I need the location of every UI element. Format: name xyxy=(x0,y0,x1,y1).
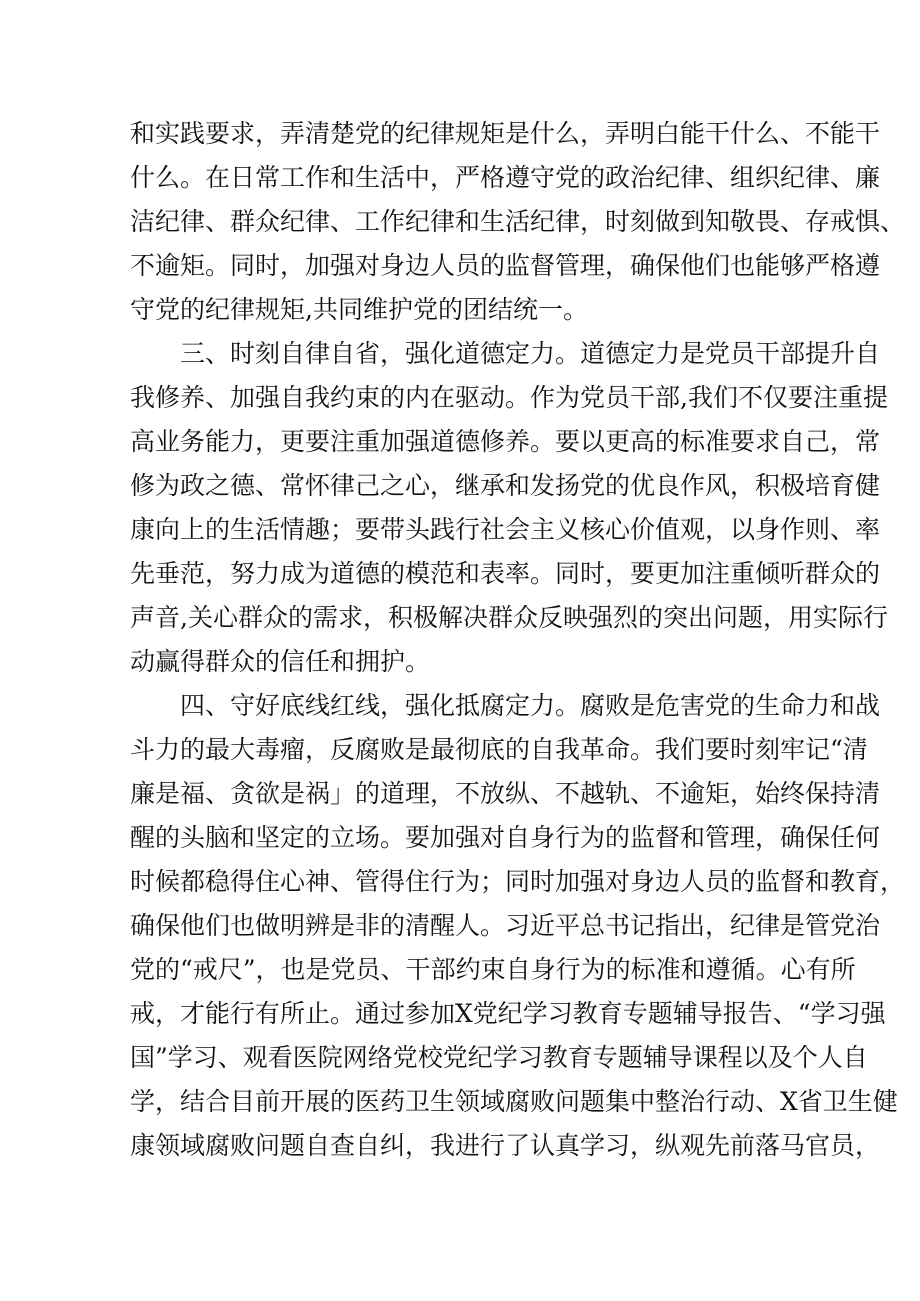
text-line-10: 康向上的生活情趣；要带头践行社会主义核心价值观，以身作则、率 xyxy=(130,515,881,544)
text-line-16: 廉是福、贪欲是祸」的道理，不放纵、不越轨、不逾矩，始终保持清 xyxy=(130,779,881,808)
text-line-18: 时候都稳得住心神、管得住行为；同时加强对身边人员的监督和教育， xyxy=(130,867,906,896)
text-line-3: 洁纪律、群众纪律、工作纪律和生活纪律，时刻做到知敬畏、存戒惧、 xyxy=(130,207,906,236)
document-body xyxy=(130,112,906,1168)
text-line-11: 先垂范，努力成为道德的模范和表率。同时，要更加注重倾听群众的 xyxy=(130,559,881,588)
section-three-heading-line: 三、时刻自律自省，强化道德定力。道德定力是党员干部提升自 xyxy=(180,339,881,368)
text-line-1: 和实践要求，弄清楚党的纪律规矩是什么，弄明白能干什么、不能干 xyxy=(130,119,881,148)
text-line-13: 动赢得群众的信任和拥护。 xyxy=(130,647,431,676)
text-line-4: 不逾矩。同时，加强对身边人员的监督管理，确保他们也能够严格遵 xyxy=(130,251,881,280)
text-line-2: 什么。在日常工作和生活中，严格遵守党的政治纪律、组织纪律、廉 xyxy=(130,163,881,192)
text-line-17: 醒的头脑和坚定的立场。要加强对自身行为的监督和管理，确保任何 xyxy=(130,823,881,852)
text-line-21: 戒，才能行有所止。通过参加X党纪学习教育专题辅导报告、“学习强 xyxy=(130,999,886,1028)
text-line-20: 党的“戒尺”，也是党员、干部约束自身行为的标准和遵循。心有所 xyxy=(130,955,856,984)
text-line-15: 斗力的最大毒瘤，反腐败是最彻底的自我革命。我们要时刻牢记“清 xyxy=(130,735,868,764)
text-line-5: 守党的纪律规矩,共同维护党的团结统一。 xyxy=(130,295,588,324)
section-four-heading-line: 四、守好底线红线，强化抵腐定力。腐败是危害党的生命力和战 xyxy=(180,691,881,720)
text-line-22: 国”学习、观看医院网络党校党纪学习教育专题辅导课程以及个人自 xyxy=(130,1043,868,1072)
text-line-19: 确保他们也做明辨是非的清醒人。习近平总书记指出，纪律是管党治 xyxy=(130,911,881,940)
text-line-24: 康领域腐败问题自查自纠，我进行了认真学习，纵观先前落马官员， xyxy=(130,1131,881,1160)
text-line-8: 高业务能力，更要注重加强道德修养。要以更高的标准要求自己，常 xyxy=(130,427,881,456)
text-line-23: 学，结合目前开展的医药卫生领域腐败问题集中整治行动、X省卫生健 xyxy=(130,1087,898,1116)
text-line-12: 声音,关心群众的需求，积极解决群众反映强烈的突出问题，用实际行 xyxy=(130,603,888,632)
text-line-9: 修为政之德、常怀律己之心，继承和发扬党的优良作风，积极培育健 xyxy=(130,471,881,500)
text-line-7: 我修养、加强自我约束的内在驱动。作为党员干部,我们不仅要注重提 xyxy=(130,383,888,412)
